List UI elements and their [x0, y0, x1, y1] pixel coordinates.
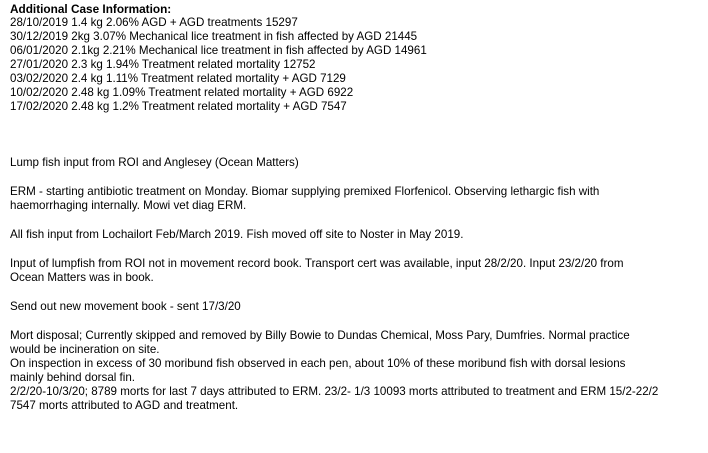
mort-disposal-line: 2/2/20-10/3/20; 8789 morts for last 7 days attributed to ERM. 23/2- 1/3 10093 morts attributed to treatment and ERM 15/2-22/2 — [10, 385, 659, 398]
blank-space — [10, 242, 700, 257]
mort-disposal-note — [10, 329, 700, 413]
movement-record-note — [10, 257, 700, 285]
mort-disposal-line: On inspection in excess of 30 moribund fish observed in each pen, about 10% of these moribund fish with dorsal lesions — [10, 357, 626, 370]
case-info-line: 03/02/2020 2.4 kg 1.11% Treatment related mortality + AGD 7129 — [10, 72, 346, 85]
erm-note-line: haemorrhaging internally. Mowi vet diag ERM. — [10, 199, 247, 212]
blank-space — [10, 285, 700, 300]
case-info-line: 30/12/2019 2kg 3.07% Mechanical lice treatment in fish affected by AGD 21445 — [10, 30, 418, 43]
case-info-line: 27/01/2020 2.3 kg 1.94% Treatment related mortality 12752 — [10, 58, 316, 71]
mort-disposal-line: mainly behind dorsal fin. — [10, 371, 136, 384]
mort-disposal-line: would be incineration on site. — [10, 343, 160, 356]
movement-book-note: Send out new movement book - sent 17/3/20 — [10, 300, 241, 313]
blank-space — [10, 314, 700, 329]
blank-space — [10, 213, 700, 228]
blank-space — [10, 170, 700, 185]
lumpfish-note: Lump fish input from ROI and Anglesey (Ocean Matters) — [10, 156, 299, 169]
fish-input-note: All fish input from Lochailort Feb/March 2019. Fish moved off site to Noster in May 2019. — [10, 228, 464, 241]
case-info-line: 17/02/2020 2.48 kg 1.2% Treatment related mortality + AGD 7547 — [10, 100, 347, 113]
case-info-line: 28/10/2019 1.4 kg 2.06% AGD + AGD treatments 15297 — [10, 16, 298, 29]
section-heading: Additional Case Information: — [10, 2, 172, 16]
movement-record-line: Ocean Matters was in book. — [10, 271, 154, 284]
case-info-line: 10/02/2020 2.48 kg 1.09% Treatment related mortality + AGD 6922 — [10, 86, 354, 99]
case-info-line: 06/01/2020 2.1kg 2.21% Mechanical lice treatment in fish affected by AGD 14961 — [10, 44, 427, 57]
mort-disposal-line: Mort disposal; Currently skipped and removed by Billy Bowie to Dundas Chemical, Moss Pary, Dumfries. Normal practice — [10, 329, 630, 342]
blank-space — [10, 114, 700, 156]
erm-note-line: ERM - starting antibiotic treatment on Monday. Biomar supplying premixed Florfenicol. Observing lethargic fish with — [10, 185, 600, 198]
mort-disposal-line: 7547 morts attributed to AGD and treatment. — [10, 399, 239, 412]
movement-record-line: Input of lumpfish from ROI not in movement record book. Transport cert was available, input 28/2/20. Input 23/2/20 from — [10, 257, 624, 270]
case-info-list — [10, 16, 700, 114]
erm-note — [10, 185, 700, 213]
document-body — [10, 2, 700, 413]
